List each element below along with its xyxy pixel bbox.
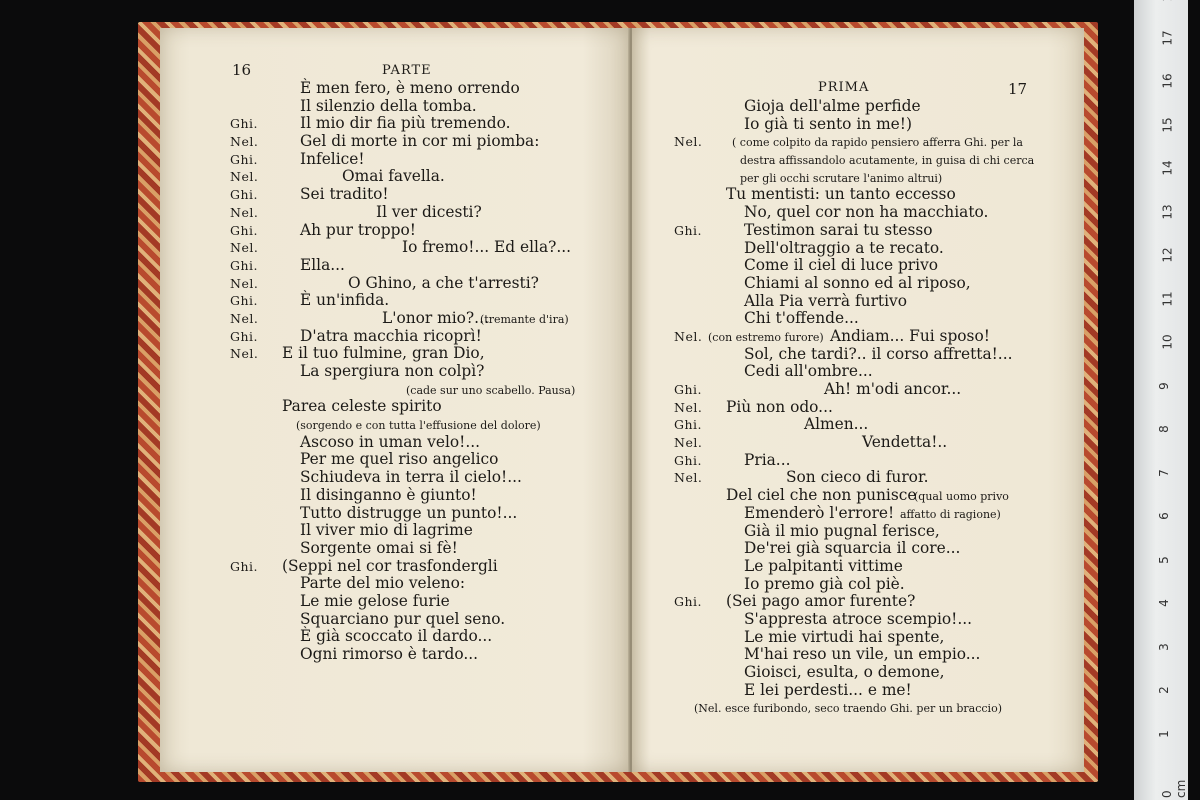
verse-line: Alla Pia verrà furtivo: [744, 291, 907, 310]
verse-line: Pria...: [744, 450, 791, 469]
text-line: [230, 151, 630, 169]
verse-line: Gel di morte in cor mi piomba:: [300, 132, 540, 151]
text-line: [674, 293, 1084, 311]
verse-line: E il tuo fulmine, gran Dio,: [282, 344, 485, 363]
verse-line: Le palpitanti vittime: [744, 556, 903, 575]
verse-line: Già il mio pugnal ferisce,: [744, 521, 940, 540]
speaker-label: Ghi.: [230, 257, 259, 273]
text-line: [674, 469, 1084, 487]
verse-line: Il ver dicesti?: [376, 202, 482, 221]
text-line: [674, 399, 1084, 417]
text-line: [230, 434, 630, 452]
speaker-label: Nel.: [674, 435, 703, 451]
text-line: [230, 168, 630, 186]
text-line: [230, 611, 630, 629]
verse-line: Più non odo...: [726, 397, 833, 416]
verse-line: Tu mentisti: un tanto eccesso: [726, 185, 956, 204]
text-line: [674, 699, 1084, 717]
speaker-label: Ghi.: [674, 452, 703, 468]
ruler-number: 12: [1160, 247, 1175, 263]
verse-line: Son cieco di furor.: [786, 468, 929, 487]
measuring-ruler: [1134, 0, 1188, 800]
text-line: [674, 98, 1084, 116]
text-line: [674, 452, 1084, 470]
text-line: [230, 257, 630, 275]
text-line: [674, 416, 1084, 434]
text-line: [230, 522, 630, 540]
text-line: [674, 346, 1084, 364]
ruler-number: 6: [1156, 512, 1171, 520]
text-line: [674, 204, 1084, 222]
verse-line: Emenderò l'errore!: [744, 503, 895, 522]
verse-line: Schiudeva in terra il cielo!...: [300, 468, 522, 487]
text-line: [230, 222, 630, 240]
speaker-label: Nel.: [230, 240, 259, 256]
text-line: [230, 575, 630, 593]
speaker-label: Ghi.: [674, 594, 703, 610]
speaker-label: Ghi.: [230, 558, 259, 574]
ruler-number: 3: [1156, 642, 1171, 651]
text-line: [230, 204, 630, 222]
text-line: [230, 292, 630, 310]
verse-line: Il mio dir fia più tremendo.: [300, 114, 511, 133]
stage-direction: per gli occhi scrutare l'animo altrui): [740, 171, 943, 185]
verse-line: Sorgente omai si fè!: [300, 538, 458, 557]
verse-line: Tutto distrugge un punto!...: [300, 503, 518, 522]
text-line: [230, 451, 630, 469]
text-line: [674, 682, 1084, 700]
stage-direction: (cade sur uno scabello. Pausa): [406, 383, 576, 397]
verse-line: Squarciano pur quel seno.: [300, 609, 506, 628]
speaker-label: Ghi.: [230, 187, 259, 203]
text-line: [230, 310, 630, 328]
speaker-label: Ghi.: [230, 116, 259, 132]
verse-line: Sei tradito!: [300, 185, 389, 204]
stage-direction: (con estremo furore): [708, 330, 824, 344]
text-line: [674, 505, 1084, 523]
right-running-head: PRIMA: [818, 80, 870, 95]
ruler-number: 16: [1160, 73, 1175, 89]
verse-line: Chi t'offende...: [744, 309, 859, 328]
verse-line: Vendetta!..: [862, 433, 948, 452]
text-line: [230, 345, 630, 363]
stage-direction: ( come colpito da rapido pensiero afferra Ghi. per la: [732, 136, 1023, 150]
verse-line: È già scoccato il dardo...: [300, 627, 493, 646]
ruler-number: 4: [1156, 599, 1171, 607]
text-line: [230, 646, 630, 664]
ruler-number: 14: [1160, 160, 1175, 176]
text-line: [674, 646, 1084, 664]
text-line: [674, 186, 1084, 204]
text-line: [674, 487, 1084, 505]
speaker-label: Nel.: [230, 169, 259, 185]
verse-line: No, quel cor non ha macchiato.: [744, 203, 989, 222]
verse-line: Cedi all'ombre...: [744, 362, 873, 381]
ruler-number: 9: [1156, 381, 1171, 390]
verse-line: S'appresta atroce scempio!...: [744, 609, 972, 628]
verse-line: Omai favella.: [342, 167, 445, 186]
text-line: [674, 240, 1084, 258]
text-line: [674, 169, 1084, 187]
text-line: [230, 98, 630, 116]
text-line: [674, 629, 1084, 647]
verse-line: Il viver mio di lagrime: [300, 521, 473, 540]
verse-line: Chiami al sonno ed al riposo,: [744, 273, 971, 292]
speaker-label: Nel.: [230, 275, 259, 291]
verse-line: O Ghino, a che t'arresti?: [348, 273, 539, 292]
text-line: [230, 381, 630, 399]
speaker-label: Nel.: [674, 399, 703, 415]
verse-line: Le mie gelose furie: [300, 591, 450, 610]
ruler-number: 2: [1156, 686, 1171, 694]
speaker-label: Ghi.: [674, 382, 703, 397]
text-line: [230, 628, 630, 646]
text-line: [674, 593, 1084, 611]
verse-line: Per me quel riso angelico: [300, 450, 499, 469]
verse-line: Gioja dell'alme perfide: [744, 97, 921, 115]
text-line: [674, 328, 1084, 346]
right-page: [632, 28, 1084, 772]
verse-line: (Sei pago amor furente?: [726, 592, 916, 611]
right-page-number: 17: [1008, 80, 1028, 98]
verse-line: Le mie virtudi hai spente,: [744, 627, 945, 646]
text-line: [674, 151, 1084, 169]
text-line: [674, 363, 1084, 381]
verse-line: De'rei già squarcia il core...: [744, 539, 961, 558]
ruler-number: 11: [1160, 290, 1175, 307]
verse-line: Parea celeste spirito: [282, 397, 442, 416]
speaker-label: Nel.: [230, 134, 259, 150]
verse-line: D'atra macchia ricoprì!: [300, 326, 482, 345]
text-line: [230, 505, 630, 523]
text-line: [674, 664, 1084, 682]
text-line: [230, 487, 630, 505]
ruler-number: 15: [1160, 116, 1175, 133]
verse-line: La spergiura non colpì?: [300, 362, 485, 380]
text-line: [674, 611, 1084, 629]
verse-line: Parte del mio veleno:: [300, 574, 466, 593]
verse-line: Ascoso in uman velo!...: [300, 432, 481, 451]
verse-line: Almen...: [804, 415, 869, 434]
text-line: [674, 523, 1084, 541]
text-line: [230, 416, 630, 434]
speaker-label: Nel.: [674, 328, 703, 344]
text-line: [230, 363, 630, 381]
verse-line: L'onor mio?...: [382, 308, 489, 327]
left-running-head: PARTE: [382, 63, 432, 78]
text-line: [230, 186, 630, 204]
verse-line: È men fero, è meno orrendo: [300, 79, 520, 97]
text-line: [230, 115, 630, 133]
speaker-label: Nel.: [230, 310, 259, 326]
speaker-label: Ghi.: [230, 151, 259, 167]
text-line: [674, 558, 1084, 576]
verse-line: È un'infida.: [300, 291, 390, 310]
stage-direction: affatto di ragione): [900, 507, 1001, 521]
ruler-number: 8: [1156, 425, 1171, 433]
left-page-number: 16: [232, 61, 252, 79]
text-line: [230, 328, 630, 346]
verse-line: Io fremo!... Ed ella?...: [402, 238, 572, 257]
verse-line: Testimon sarai tu stesso: [744, 220, 933, 239]
speaker-label: Nel.: [230, 346, 259, 362]
speaker-label: Ghi.: [230, 222, 259, 238]
text-line: [230, 239, 630, 257]
text-line: [230, 275, 630, 293]
verse-line: Ah! m'odi ancor...: [824, 380, 962, 398]
speaker-label: Nel.: [674, 470, 703, 486]
stage-direction: (tremante d'ira): [480, 312, 569, 326]
verse-line: Ogni rimorso è tardo...: [300, 645, 478, 663]
right-page-text: [674, 98, 1084, 717]
text-line: [230, 593, 630, 611]
stage-direction: destra affissandolo acutamente, in guisa di chi cerca: [740, 154, 1035, 168]
text-line: [674, 257, 1084, 275]
verse-line: (Seppi nel cor trasfondergli: [282, 556, 498, 575]
stage-direction: (qual uomo privo: [914, 490, 1009, 504]
text-line: [230, 469, 630, 487]
verse-line: M'hai reso un vile, un empio...: [744, 645, 981, 664]
text-line: [674, 116, 1084, 134]
speaker-label: Ghi.: [674, 222, 703, 238]
text-line: [230, 133, 630, 151]
speaker-label: Ghi.: [230, 328, 259, 344]
left-page: [160, 28, 630, 772]
text-line: [674, 576, 1084, 594]
text-line: [230, 540, 630, 558]
text-line: [674, 310, 1084, 328]
text-line: [674, 540, 1084, 558]
verse-line: Del ciel che non punisce: [726, 486, 917, 505]
text-line: [674, 381, 1084, 399]
speaker-label: Nel.: [674, 134, 703, 150]
ruler-number: 17: [1160, 29, 1175, 46]
verse-line: Il disinganno è giunto!: [300, 485, 477, 504]
text-line: [230, 398, 630, 416]
verse-line: Ella...: [300, 255, 345, 274]
text-line: [674, 434, 1084, 452]
verse-line: Ah pur troppo!: [300, 220, 416, 239]
ruler-number: [1161, 0, 1175, 2]
ruler-number: 10: [1160, 334, 1175, 350]
verse-line: Dell'oltraggio a te recato.: [744, 238, 944, 257]
text-line: [230, 558, 630, 576]
stage-direction: (sorgendo e con tutta l'effusione del dolore): [296, 419, 541, 433]
verse-line: Andiam... Fui sposo!: [830, 326, 990, 345]
ruler-number: 0 cm: [1160, 779, 1188, 798]
verse-line: E lei perdesti... e me!: [744, 680, 912, 699]
speaker-label: Ghi.: [674, 417, 703, 433]
text-line: [674, 133, 1084, 151]
text-line: [230, 80, 630, 98]
verse-line: Gioisci, esulta, o demone,: [744, 663, 945, 681]
verse-line: Infelice!: [300, 149, 365, 168]
verse-line: Io premo già col piè.: [744, 574, 905, 593]
ruler-number: 5: [1156, 555, 1171, 564]
speaker-label: Nel.: [230, 204, 259, 220]
verse-line: Il silenzio della tomba.: [300, 96, 477, 115]
verse-line: Io già ti sento in me!): [744, 114, 912, 133]
ruler-number: 1: [1156, 729, 1171, 738]
ruler-number: 13: [1160, 203, 1175, 220]
verse-line: Sol, che tardi?.. il corso affretta!...: [744, 344, 1013, 363]
stage-direction: (Nel. esce furibondo, seco traendo Ghi. per un braccio): [694, 702, 1002, 716]
text-line: [674, 275, 1084, 293]
text-line: [674, 222, 1084, 240]
left-page-text: [230, 80, 630, 664]
ruler-number: 7: [1156, 468, 1171, 477]
speaker-label: Ghi.: [230, 293, 259, 309]
verse-line: Come il ciel di luce privo: [744, 256, 939, 275]
